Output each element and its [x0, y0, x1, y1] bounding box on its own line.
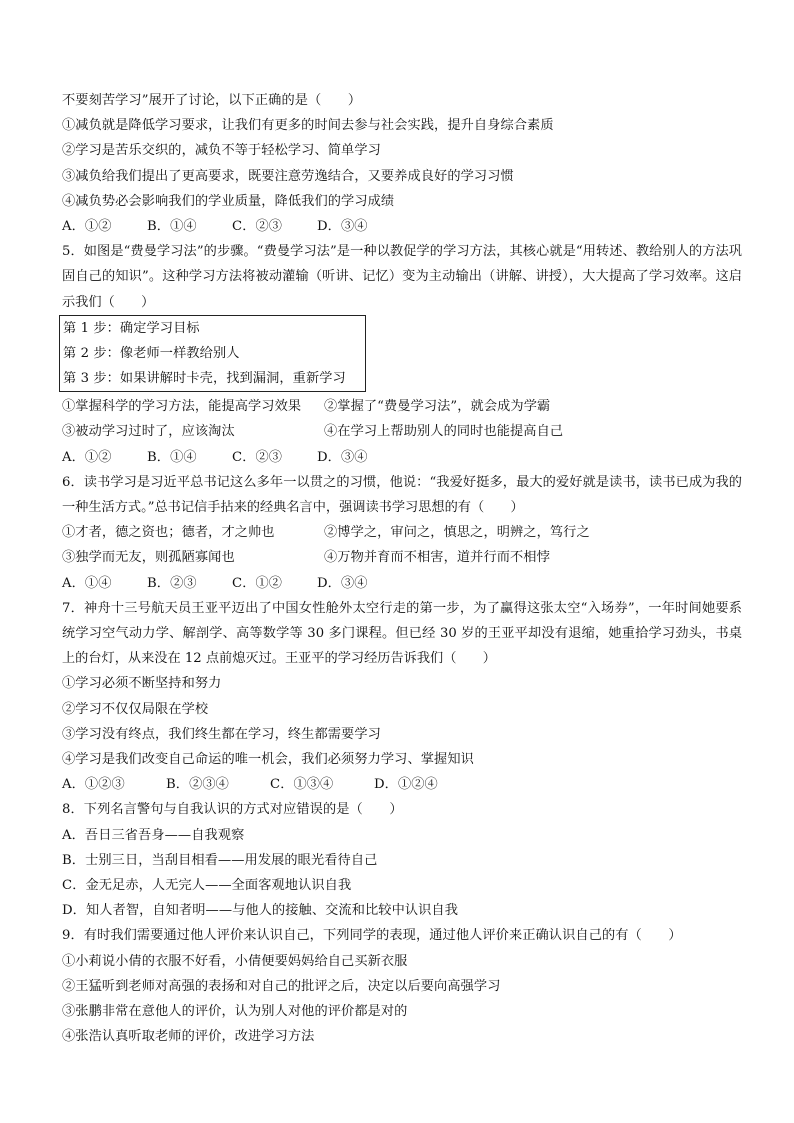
q4-option-b[interactable]: B．①④	[147, 218, 197, 234]
question-9	[62, 923, 742, 1049]
q6-items-row-1	[62, 520, 742, 545]
q6-option-b[interactable]: B．②③	[147, 575, 197, 591]
q7-item-3: ③学习没有终点，我们终生都在学习，终生都需要学习	[62, 726, 381, 742]
step-2: 第 2 步：像老师一样教给别人	[63, 345, 240, 361]
step-3: 第 3 步：如果讲解时卡壳，找到漏洞，重新学习	[63, 371, 346, 387]
q6-option-a[interactable]: A．①④	[62, 575, 112, 591]
q4-option-a[interactable]: A．①②	[62, 218, 112, 234]
question-7	[62, 596, 742, 798]
q7-option-d[interactable]: D．①②④	[374, 777, 438, 793]
q6-stem: 6．读书学习是习近平总书记这么多年一以贯之的习惯，他说：“我爱好挺多，最大的爱好就是读书，读书已成为我的一种生活方式。”总书记信手拈来的经典名言中，强调读书学习思想的有（ ）	[62, 474, 742, 516]
q4-item-3: ③减负给我们提出了更高要求，既要注意劳逸结合，又要养成良好的学习习惯	[62, 168, 514, 184]
q4-option-d[interactable]: D．③④	[317, 218, 368, 234]
q8-option-c[interactable]: C．金无足赤，人无完人——全面客观地认识自我	[62, 877, 352, 893]
q5-items-row-2	[62, 419, 742, 444]
q7-option-c[interactable]: C．①③④	[270, 777, 334, 793]
q5-option-d[interactable]: D．③④	[317, 449, 368, 465]
exam-page	[62, 88, 742, 1049]
q6-option-c[interactable]: C．①②	[232, 575, 283, 591]
q4-item-2: ②学习是苦乐交织的，减负不等于轻松学习、简单学习	[62, 143, 381, 159]
q6-item-3: ③独学而无友，则孤陋寡闻也	[62, 550, 235, 566]
q9-item-4: ④张浩认真听取老师的评价，改进学习方法	[62, 1029, 315, 1045]
q6-options	[62, 571, 742, 596]
question-6	[62, 470, 742, 596]
q5-item-2: ②掌握了“费曼学习法”，就会成为学霸	[324, 399, 551, 415]
q6-item-1: ①才者，德之资也；德者，才之帅也	[62, 525, 275, 541]
q8-option-b[interactable]: B．士别三日，当刮目相看——用发展的眼光看待自己	[62, 852, 378, 868]
q6-item-2: ②博学之，审问之，慎思之，明辨之，笃行之	[324, 525, 590, 541]
q7-options	[62, 772, 742, 797]
question-8	[62, 797, 742, 923]
q4-item-4: ④减负势必会影响我们的学业质量，降低我们的学习成绩	[62, 193, 395, 209]
q6-items-row-2	[62, 545, 742, 570]
q9-stem: 9．有时我们需要通过他人评价来认识自己，下列同学的表现，通过他人评价来正确认识自己的有（ ）	[62, 928, 682, 944]
q5-item-1: ①掌握科学的学习方法，能提高学习效果	[62, 399, 302, 415]
q5-option-c[interactable]: C．②③	[232, 449, 283, 465]
q5-option-a[interactable]: A．①②	[62, 449, 112, 465]
q5-item-3: ③被动学习过时了，应该淘汰	[62, 424, 235, 440]
q6-item-4: ④万物并育而不相害，道并行而不相悖	[324, 550, 550, 566]
q7-option-b[interactable]: B．②③④	[166, 777, 229, 793]
feynman-steps-box	[59, 315, 366, 393]
question-5	[62, 239, 742, 470]
step-1: 第 1 步：确定学习目标	[63, 320, 200, 336]
q5-option-b[interactable]: B．①④	[147, 449, 197, 465]
q4-stem: 不要刻苦学习”展开了讨论，以下正确的是（ ）	[62, 93, 362, 108]
q7-stem: 7．神舟十三号航天员王亚平迈出了中国女性舱外太空行走的第一步，为了赢得这张太空“入场券”，一年时间她要系统学习空气动力学、解剖学、高等数学等 30 多门课程。但已经 30 岁的王亚平却没有退缩，她重拾学习劲头，书桌上的台灯，从来没在 12 点前熄灭过。王亚平的学习经历告诉我们（ ）	[62, 600, 742, 667]
q9-item-2: ②王猛听到老师对高强的表扬和对自己的批评之后，决定以后要向高强学习	[62, 978, 501, 994]
q5-item-4: ④在学习上帮助别人的同时也能提高自己	[324, 424, 564, 440]
q9-item-1: ①小莉说小倩的衣服不好看，小倩便要妈妈给自己买新衣服	[62, 953, 408, 969]
q5-options	[62, 445, 742, 470]
q5-stem: 5．如图是“费曼学习法”的步骤。“费曼学习法”是一种以教促学的学习方法，其核心就是“用转述、教给别人的方法巩固自己的知识”。这种学习方法将被动灌输（听讲、记忆）变为主动输出（讲解、讲授），大大提高了学习效率。这启示我们（ ）	[62, 244, 742, 310]
q8-option-a[interactable]: A．吾日三省吾身——自我观察	[62, 827, 245, 843]
question-4	[62, 88, 742, 239]
q4-options	[62, 214, 742, 239]
q5-items-row-1	[62, 394, 742, 419]
q6-option-d[interactable]: D．③④	[317, 575, 368, 591]
q7-option-a[interactable]: A．①②③	[62, 777, 125, 793]
q7-item-1: ①学习必须不断坚持和努力	[62, 676, 222, 692]
q7-item-2: ②学习不仅仅局限在学校	[62, 701, 209, 717]
q4-item-1: ①减负就是降低学习要求，让我们有更多的时间去参与社会实践，提升自身综合素质	[62, 118, 554, 134]
q7-item-4: ④学习是我们改变自己命运的唯一机会，我们必须努力学习、掌握知识	[62, 752, 474, 767]
q9-item-3: ③张鹏非常在意他人的评价，认为别人对他的评价都是对的	[62, 1003, 408, 1019]
q8-stem: 8．下列名言警句与自我认识的方式对应错误的是（ ）	[62, 802, 403, 818]
q8-option-d[interactable]: D．知人者智，自知者明——与他人的接触、交流和比较中认识自我	[62, 903, 459, 919]
q4-option-c[interactable]: C．②③	[232, 218, 283, 234]
